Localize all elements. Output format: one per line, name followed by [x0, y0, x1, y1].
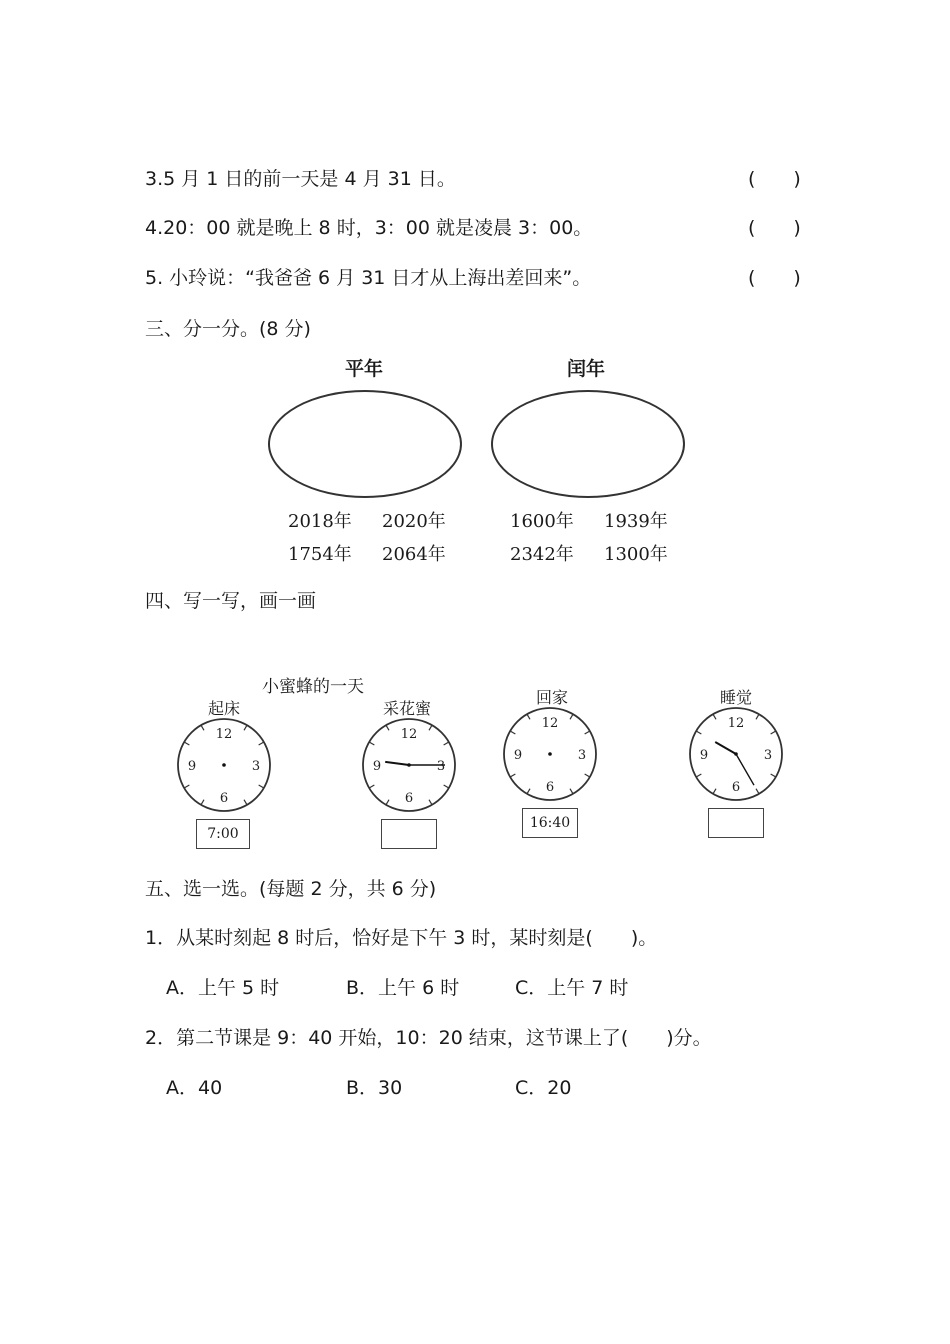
clock-numeral: 6 — [731, 780, 741, 795]
clock-center — [407, 763, 411, 767]
clock-tick — [386, 725, 389, 730]
clock-tick — [386, 800, 389, 805]
clock-tick — [510, 774, 515, 777]
section3-heading: 三、分一分。(8 分) — [145, 318, 311, 340]
clock-tick — [259, 785, 264, 788]
year-item[interactable]: 1939年 — [604, 511, 668, 532]
time-box-wake[interactable]: 7:00 — [196, 819, 250, 849]
common-year-label: 平年 — [345, 358, 384, 380]
time-box-sleep[interactable] — [708, 808, 764, 838]
clock-label-sleep: 睡觉 — [720, 688, 753, 707]
clock-tick — [696, 774, 701, 777]
clock-tick — [771, 774, 776, 777]
clock-tick — [527, 789, 530, 794]
hour-hand[interactable] — [715, 742, 736, 754]
clock-numeral: 6 — [219, 791, 229, 806]
clock-tick — [429, 725, 432, 730]
clock-numeral: 3 — [436, 759, 446, 774]
question-2: 2．第二节课是 9：40 开始，10：20 结束，这节课上了( )分。 — [145, 1027, 712, 1049]
time-box-honey[interactable] — [381, 819, 437, 849]
clock-numeral: 9 — [187, 759, 197, 774]
q2-option-c[interactable]: C．20 — [515, 1077, 572, 1099]
year-item[interactable]: 2018年 — [288, 511, 352, 532]
clock-label-honey: 采花蜜 — [383, 699, 432, 718]
q1-option-a[interactable]: A．上午 5 时 — [166, 977, 280, 999]
bee-day-title: 小蜜蜂的一天 — [262, 677, 364, 697]
time-box-home[interactable]: 16:40 — [522, 808, 578, 838]
clock-tick — [510, 731, 515, 734]
clock-tick — [369, 742, 374, 745]
clock-numeral: 9 — [372, 759, 382, 774]
clock-numeral: 3 — [577, 748, 587, 763]
judge-item-4: 4.20：00 就是晚上 8 时，3：00 就是凌晨 3：00。 — [145, 217, 593, 239]
clock-center — [222, 763, 226, 767]
clock-label-home: 回家 — [536, 688, 569, 707]
clock-tick — [201, 800, 204, 805]
leap-year-label: 闰年 — [567, 358, 606, 380]
clock-tick — [244, 800, 247, 805]
clock-face-honey[interactable] — [359, 715, 459, 815]
year-item[interactable]: 1600年 — [510, 511, 574, 532]
q1-option-b[interactable]: B．上午 6 时 — [346, 977, 460, 999]
clock-numeral: 3 — [763, 748, 773, 763]
clock-tick — [259, 742, 264, 745]
clock-tick — [713, 714, 716, 719]
clock-face-wake[interactable] — [174, 715, 274, 815]
section4-heading: 四、写一写，画一画 — [145, 590, 317, 612]
year-item[interactable]: 2064年 — [382, 544, 446, 565]
clock-numeral: 9 — [699, 748, 709, 763]
leap-year-ellipse[interactable] — [491, 390, 685, 498]
judge-item-5: 5. 小玲说：“我爸爸 6 月 31 日才从上海出差回来”。 — [145, 267, 592, 289]
clock-tick — [585, 774, 590, 777]
year-item[interactable]: 2342年 — [510, 544, 574, 565]
clock-numeral: 3 — [251, 759, 261, 774]
answer-paren-3[interactable]: ( ) — [748, 168, 801, 190]
section5-heading: 五、选一选。(每题 2 分，共 6 分) — [145, 878, 437, 900]
clock-numeral: 6 — [545, 780, 555, 795]
clock-tick — [585, 731, 590, 734]
clock-tick — [570, 789, 573, 794]
clock-tick — [444, 742, 449, 745]
clock-numeral: 12 — [727, 716, 745, 731]
year-item[interactable]: 1300年 — [604, 544, 668, 565]
clock-tick — [244, 725, 247, 730]
clock-tick — [429, 800, 432, 805]
clock-tick — [184, 742, 189, 745]
clock-numeral: 12 — [541, 716, 559, 731]
clock-numeral: 12 — [215, 727, 233, 742]
year-item[interactable]: 1754年 — [288, 544, 352, 565]
clock-face-sleep[interactable] — [686, 704, 786, 804]
clock-numeral: 6 — [404, 791, 414, 806]
hour-hand[interactable] — [385, 762, 409, 765]
clock-tick — [713, 789, 716, 794]
common-year-ellipse[interactable] — [268, 390, 462, 498]
clock-tick — [570, 714, 573, 719]
clock-center — [548, 752, 552, 756]
q1-option-c[interactable]: C．上午 7 时 — [515, 977, 629, 999]
clock-numeral: 12 — [400, 727, 418, 742]
clock-tick — [756, 714, 759, 719]
clock-center — [734, 752, 738, 756]
answer-paren-4[interactable]: ( ) — [748, 217, 801, 239]
clock-tick — [201, 725, 204, 730]
q2-option-a[interactable]: A．40 — [166, 1077, 223, 1099]
year-item[interactable]: 2020年 — [382, 511, 446, 532]
judge-item-3: 3.5 月 1 日的前一天是 4 月 31 日。 — [145, 168, 456, 190]
clock-tick — [527, 714, 530, 719]
clock-numeral: 9 — [513, 748, 523, 763]
answer-paren-5[interactable]: ( ) — [748, 267, 801, 289]
clock-label-wake: 起床 — [208, 699, 241, 718]
clock-tick — [369, 785, 374, 788]
clock-tick — [771, 731, 776, 734]
clock-tick — [184, 785, 189, 788]
clock-tick — [444, 785, 449, 788]
clock-face-home[interactable] — [500, 704, 600, 804]
clock-tick — [696, 731, 701, 734]
question-1: 1．从某时刻起 8 时后，恰好是下午 3 时，某时刻是( )。 — [145, 927, 658, 949]
q2-option-b[interactable]: B．30 — [346, 1077, 403, 1099]
clock-tick — [756, 789, 759, 794]
